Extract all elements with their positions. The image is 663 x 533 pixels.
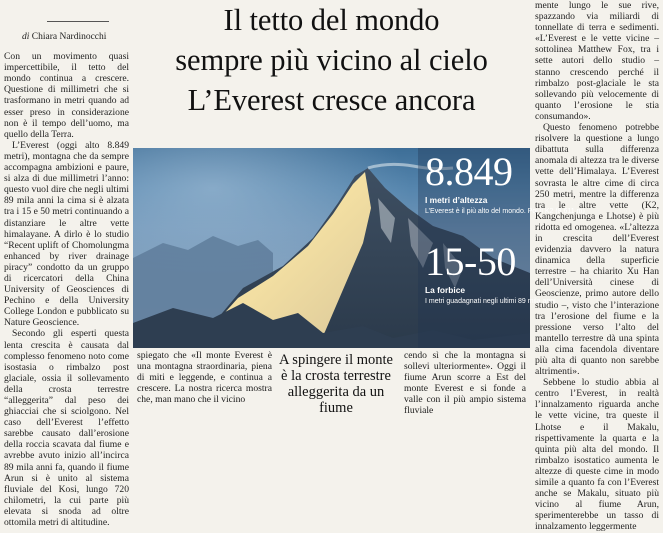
headline-line-2: sempre più vicino al cielo [175,43,488,77]
byline [4,32,129,43]
right-article-column [531,0,663,533]
stat-height-description: L’Everest è il più alto del mondo. Poi il K2 (8.611 m) [425,208,585,215]
stat-range-title: La forbice [425,285,466,295]
stat-height-value: 8.849 [425,149,513,194]
headline [133,0,530,120]
pull-quote: A spingere il monte è la crosta terrestre alleggerita da un fiume [279,352,393,416]
left-paragraph: Secondo gli esperti questa lenta crescita è causata dal complesso fenomeno noto come isostasia o rimbalzo post glaciale, ossia il sollevamento della crosta terrestre “alleggerita” dal peso dei ghiacciai che si sciolgono. Nel caso dell’Everest l’effetto sarebbe causato dall’erosione della roccia scavata dal fiume e avrebbe avuto inizio all’incirca 89 mila anni fa, quando il fiume Arun si è unito al sistema fluviale del Kosi, lungo 720 chilometri, la cui parte più elevata si snoda ad oltre ottomila metri di altitudine. [4,328,129,529]
right-paragraph: mente lungo le sue rive, spazzando via miliardi di tonnellate di terra e sedimenti. «L’Everest e le vette vicine – sottolinea Matthew Fox, tra i sette autori dello studio – stanno crescendo perché il rimbalzo post-glaciale le sta sollevando più velocemente di quanto l’erosione le stia consumando». [535,0,659,122]
byline-prefix: di [22,32,30,42]
headline-line-3: L’Everest cresce ancora [187,83,476,117]
byline-author: Chiara Nardinocchi [31,32,107,42]
stat-range-value: 15-50 [425,239,516,284]
bottom-left-text: spiegato che «Il monte Everest è una montagna straordinaria, piena di miti e leggende, e continua a crescere. La nostra ricerca mostra che, man mano che il vicino [137,350,272,406]
left-paragraph: Con un movimento quasi impercettibile, il tetto del mondo continua a crescere. Questione di millimetri che si trasformano in metri quando ad esser preso in considerazione non è il tempo dell’uomo, ma quello della Terra. [4,51,129,140]
bottom-right-text: cendo sì che la montagna si sollevi ulteriormente». Oggi il fiume Arun scorre a Est del monte Everest e si fonde a valle con il più ampio sistema fluviale [404,350,526,417]
stat-height-title: I metri d’altezza [425,195,488,205]
left-paragraph: L’Everest (oggi alto 8.849 metri), montagna che da sempre accompagna ambizioni e paure, si alza di due millimetri l’anno: questo vuol dire che negli ultimi 89 mila anni la cima si è alzata tra i 15 e 50 metri continuando a distanziare le altre vette himalayane. A dirlo è lo studio “Recent uplift of Chomolungma enhanced by river drainage piracy” condotto da un gruppo di ricercatori della China University of Geosciences di Pechino e della University College London e pubblicato su Nature Geoscience. [4,139,129,329]
headline-line-1: Il tetto del mondo [223,3,440,37]
byline-rule [47,21,109,22]
stat-range-description: I metri guadagnati negli ultimi 89 mila anni [425,298,556,305]
right-paragraph: Questo fenomeno potrebbe risolvere la questione a lungo dibattuta sulla differenza anomala di altezza tra le diverse vette dell’Himalaya. L’Everest sovrasta le altre cime di circa 250 metri, mentre la differenza tra le altre vette (K2, Kangchenjunga e Lhotse) è più ridotta ed omogenea. «L’altezza in crescita dell’Everest evidenzia davvero la natura dinamica della superficie terrestre – ha chiarito Xu Han dell’Università cinese di Geoscienze, primo autore dello studio –, visto che l’interazione tra l’erosione del fiume e la pressione verso l’alto del mantello terrestre dà una spinta alla cima facendola diventare più alta di quanto non sarebbe altrimenti». [535,122,659,378]
left-article-column [0,0,133,529]
right-paragraph: Sebbene lo studio abbia al centro l’Everest, in realtà l’innalzamento riguarda anche le vette vicine, tra queste il Lhotse e il Makalu, rispettivamente la quarta e la quinta più alta del mondo. Il rimbalzo isostatico aumenta le altezze di queste cime in modo simile a quanto fa con l’Everest anche se Makalu, situato più vicino al fiume Arun, sperimenterebbe un tasso di innalzamento leggermente [535,377,659,533]
